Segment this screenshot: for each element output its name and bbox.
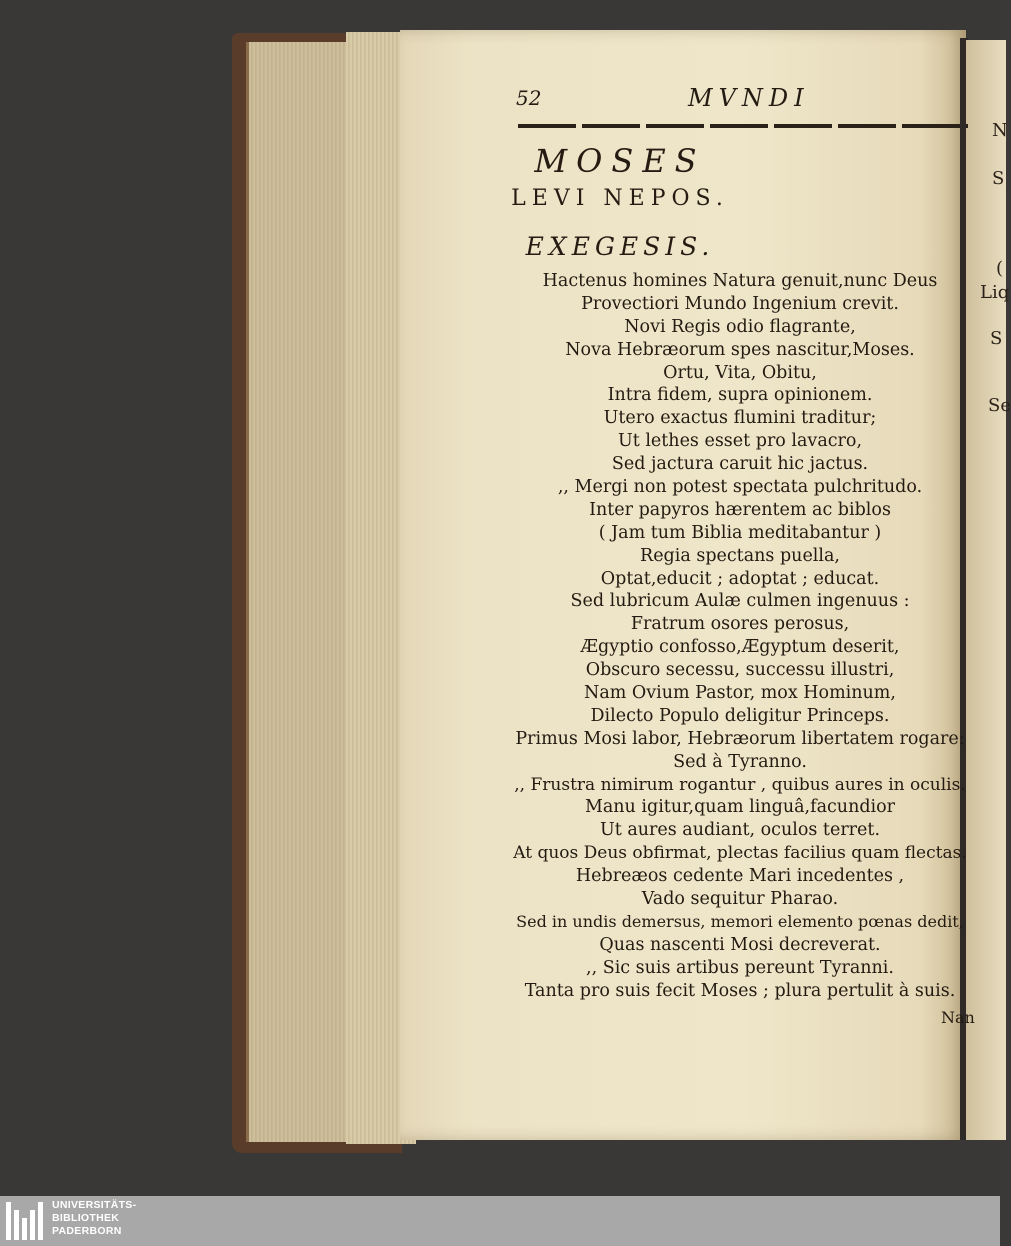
footer-bar xyxy=(0,1196,1000,1246)
page-number: 52 xyxy=(516,86,542,110)
text-line: Intra fidem, supra opinionem. xyxy=(607,385,873,406)
library-name[interactable] xyxy=(52,1199,136,1238)
text-line: Hactenus homines Natura genuit,nunc Deus xyxy=(542,271,938,291)
text-line: Nam Ovium Pastor, mox Hominum, xyxy=(584,683,896,704)
right-page-fragment: Se xyxy=(988,395,1011,416)
text-line: Fratrum osores perosus, xyxy=(630,614,850,635)
text-line: Sed in undis demersus, memori elemento pœnas dedit, xyxy=(516,911,964,931)
library-logo-icon[interactable] xyxy=(6,1202,46,1240)
library-name-line: PADERBORN xyxy=(52,1225,122,1237)
text-line: ,, Sic suis artibus pereunt Tyranni. xyxy=(586,957,894,978)
text-line: Hebreæos cedente Mari incedentes , xyxy=(575,866,905,887)
text-line: Dilecto Populo deligitur Princeps. xyxy=(590,705,890,726)
book-fore-edge xyxy=(246,42,349,1142)
text-line: Primus Mosi labor, Hebræorum libertatem rogare: xyxy=(515,728,965,749)
right-page-fragment: S xyxy=(990,328,1003,349)
text-line: ,, Frustra nimirum rogantur , quibus aures in oculis. xyxy=(514,774,966,795)
right-page-fragment: N xyxy=(992,120,1008,141)
text-line: Vado sequitur Pharao. xyxy=(641,889,839,910)
right-page-fragment: ( xyxy=(996,258,1004,279)
right-page-fragment: S xyxy=(992,168,1005,189)
text-line: Ortu, Vita, Obitu, xyxy=(663,362,817,383)
text-line: Optat,educit ; adoptat ; educat. xyxy=(600,568,880,589)
right-page-fragment: Liq xyxy=(980,282,1010,303)
text-line: Obscuro secessu, successu illustri, xyxy=(585,660,895,681)
text-line: Quas nascenti Mosi decreverat. xyxy=(599,934,881,955)
page-subtitle: LEVI NEPOS. xyxy=(511,186,729,211)
text-line: Tanta pro suis fecit Moses ; plura pertulit à suis. xyxy=(524,980,956,1001)
text-line: Ut aures audiant, oculos terret. xyxy=(599,820,881,841)
text-line: At quos Deus obfirmat, plectas facilius quam flectas. xyxy=(513,843,967,864)
library-name-line: UNIVERSITÄTS- xyxy=(52,1199,137,1211)
text-line: Manu igitur,quam linguâ,facundior xyxy=(584,797,896,818)
catchword: Nan xyxy=(941,1008,975,1027)
text-line: Sed lubricum Aulæ culmen ingenuus : xyxy=(570,591,910,612)
text-line: ,, Mergi non potest spectata pulchritudo. xyxy=(557,477,923,498)
text-line: Inter papyros hærentem ac biblos xyxy=(589,499,891,520)
text-line: Sed jactura caruit hic jactus. xyxy=(611,454,869,475)
text-line: Utero exactus flumini traditur; xyxy=(603,408,877,429)
text-line: Nova Hebræorum spes nascitur,Moses. xyxy=(565,339,915,360)
library-name-line: BIBLIOTHEK xyxy=(52,1212,120,1224)
poem-text xyxy=(512,270,968,1003)
header-rule xyxy=(518,124,968,128)
right-page-edge xyxy=(966,40,1011,1140)
page-title: MOSES xyxy=(534,142,706,180)
text-line: Sed à Tyranno. xyxy=(673,751,807,772)
page-header xyxy=(512,84,872,114)
section-heading: EXEGESIS. xyxy=(525,232,715,261)
running-head: MVNDI xyxy=(688,84,810,112)
text-line: Ut lethes esset pro lavacro, xyxy=(617,431,863,452)
text-line: ( Jam tum Biblia meditabantur ) xyxy=(598,522,882,543)
text-line: Provectiori Mundo Ingenium crevit. xyxy=(581,293,899,314)
text-line: Novi Regis odio flagrante, xyxy=(624,316,856,337)
text-line: Regia spectans puella, xyxy=(640,545,840,566)
text-line: Ægyptio confosso,Ægyptum deserit, xyxy=(580,637,900,658)
